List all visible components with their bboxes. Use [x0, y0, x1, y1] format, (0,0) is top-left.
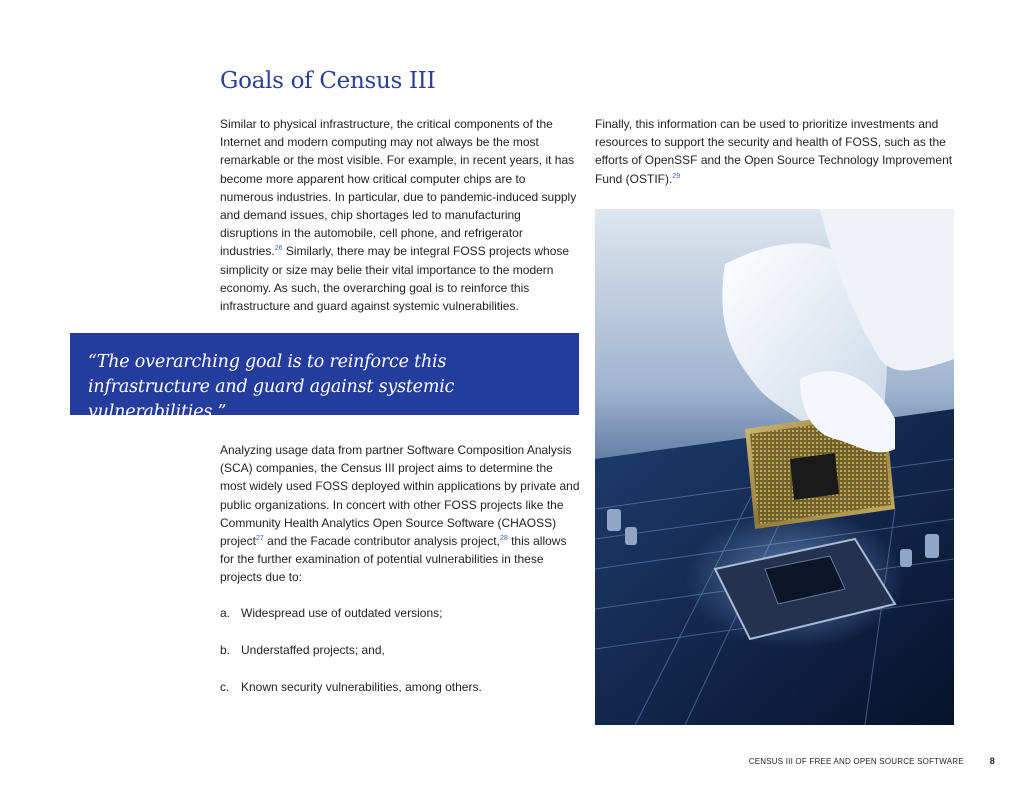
- page-footer: [700, 756, 995, 766]
- paragraph-text: this allows for the further examination of potential vulnerabilities in these projects due to:: [220, 534, 567, 585]
- footnote-ref-27[interactable]: 27: [256, 535, 264, 543]
- footnote-ref-28[interactable]: 28: [499, 535, 508, 543]
- pull-quote: [70, 333, 579, 422]
- body-paragraph-2: [595, 115, 955, 188]
- list-item-text: Understaffed projects; and,: [241, 643, 385, 657]
- footnote-ref-29[interactable]: 29: [672, 172, 681, 180]
- paragraph-text: Analyzing usage data from partner Software Composition Analysis (SCA) companies, the Census III project aims to determine the most widely used FOSS deployed within applications by private and public organizations. In concert with other FOSS projects like the Community Health Analytics Open Source Software (CHAOSS) project: [220, 443, 580, 549]
- paragraph-text: Similarly, there may be integral FOSS projects whose simplicity or size may belie their vital importance to the modern economy. As such, the overarching goal is to reinforce this infrastructure and guard against systemic vulnerabilities.: [220, 244, 570, 314]
- list-marker: b.: [220, 643, 231, 657]
- list-item: [220, 641, 482, 678]
- body-paragraph-3: [220, 441, 582, 587]
- paragraph-text: and the Facade contributor analysis project,: [263, 534, 500, 549]
- page-number: 8: [989, 756, 995, 766]
- list-item-text: Widespread use of outdated versions;: [241, 606, 443, 620]
- list-item: [220, 604, 482, 641]
- cpu-chip-illustration: [595, 209, 954, 725]
- vulnerability-list: [220, 604, 482, 715]
- paragraph-text: Finally, this information can be used to prioritize investments and resources to support the security and health of FOSS, such as the efforts of OpenSSF and the Open Source Technology Improvement Fund (OSTIF).: [595, 117, 953, 186]
- list-item-text: Known security vulnerabilities, among others.: [241, 680, 482, 694]
- footnote-ref-26[interactable]: 26: [274, 245, 283, 253]
- footer-label: CENSUS III OF FREE AND OPEN SOURCE SOFTWARE: [748, 757, 964, 766]
- cpu-chip-photo: [595, 209, 954, 725]
- body-paragraph-1: [220, 115, 582, 315]
- pull-quote-text: “The overarching goal is to reinforce this infrastructure and guard against systemic vulnerabilities.”: [88, 352, 455, 422]
- list-item: [220, 678, 482, 715]
- paragraph-text: Similar to physical infrastructure, the critical components of the Internet and modern computing may not always be the most remarkable or the most visible. For example, in recent years, it has become more apparent how critical computer chips are to numerous industries. In particular, due to pandemic-induced supply and demand issues, chip shortages led to manufacturing disruptions in the automobile, cell phone, and refrigerator industries.: [220, 117, 577, 259]
- list-marker: a.: [220, 606, 231, 620]
- page-title: Goals of Census III: [220, 68, 436, 94]
- list-marker: c.: [220, 680, 230, 694]
